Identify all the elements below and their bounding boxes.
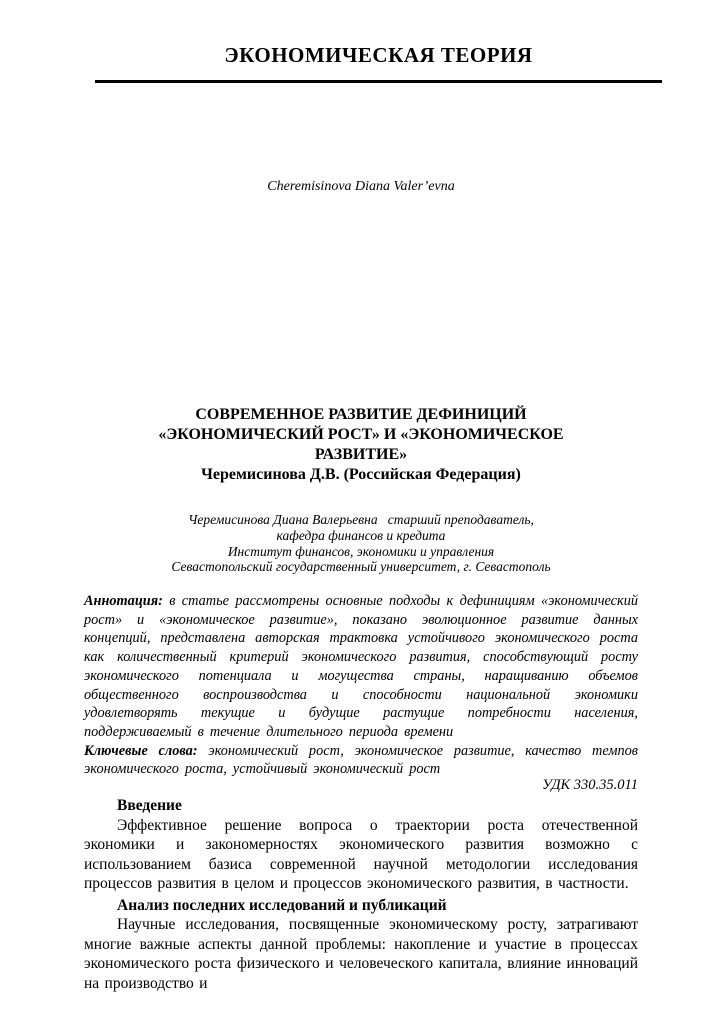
title-line-1: СОВРЕМЕННОЕ РАЗВИТИЕ ДЕФИНИЦИЙ	[195, 406, 527, 423]
author-ru: Черемисинова Д.В. (Российская Федерация)	[201, 466, 521, 483]
affiliation-line-4: Севастопольский государственный университет, г. Севастополь	[171, 559, 551, 575]
udk-code: УДК 330.35.011	[542, 777, 638, 794]
article-title-block	[84, 405, 638, 485]
article-body	[84, 592, 638, 993]
title-line-2: «ЭКОНОМИЧЕСКИЙ РОСТ» И «ЭКОНОМИЧЕСКОЕ	[158, 426, 564, 443]
keywords-label: Ключевые слова:	[84, 742, 198, 759]
keywords-text: экономический рост, экономическое развитие, качество темпов экономического роста, устойчивый экономический рост	[84, 742, 638, 778]
section-analysis	[84, 896, 638, 994]
affiliation-block	[84, 512, 638, 575]
abstract-text: в статье рассмотрены основные подходы к дефинициям «экономический рост» и «экономическое развитие», показано эволюционное развитие данных концепций, представлена авторская трактовка устойчивого экономического роста как количественный критерий экономического развития, способствующий росту экономического потенциала и могущества страны, наращиванию объемов общественного воспроизводства и способности национальной экономики удовлетворять текущие и будущие растущие потребности населения, поддерживаемый в течение длительного периода времени	[84, 593, 638, 740]
section-paragraph-analysis: Научные исследования, посвященные экономическому росту, затрагивают многие важные аспекты данной проблемы: накопление и участие в процессах экономического роста физического и человеческого капитала, влияние инноваций на производство и	[84, 916, 638, 992]
title-line-3: РАЗВИТИЕ»	[314, 446, 408, 463]
affiliation-line-2: кафедра финансов и кредита	[276, 527, 446, 543]
abstract-label: Аннотация:	[84, 593, 163, 609]
affiliation-line-3: Институт финансов, экономики и управления	[227, 543, 495, 559]
section-paragraph-introduction: Эффективное решение вопроса о траектории роста отечественной экономики и закономерностях экономического развития возможно с использованием базиса современной научной методологии исследования процессов развития в целом и процессов экономического развития, в частности.	[84, 816, 638, 893]
header-rule	[95, 80, 662, 83]
abstract-paragraph	[84, 592, 638, 742]
section-introduction	[84, 796, 638, 894]
author-transliterated: Cheremisinova Diana Valer’evna	[267, 179, 455, 194]
affiliation-line-1: Черемисинова Диана Валерьевна старший преподаватель,	[188, 512, 534, 527]
section-heading-analysis: Анализ последних исследований и публикаций	[117, 896, 447, 914]
section-heading-introduction: Введение	[117, 797, 182, 815]
running-header-title: ЭКОНОМИЧЕСКАЯ ТЕОРИЯ	[224, 43, 533, 67]
keywords-paragraph	[84, 742, 638, 779]
